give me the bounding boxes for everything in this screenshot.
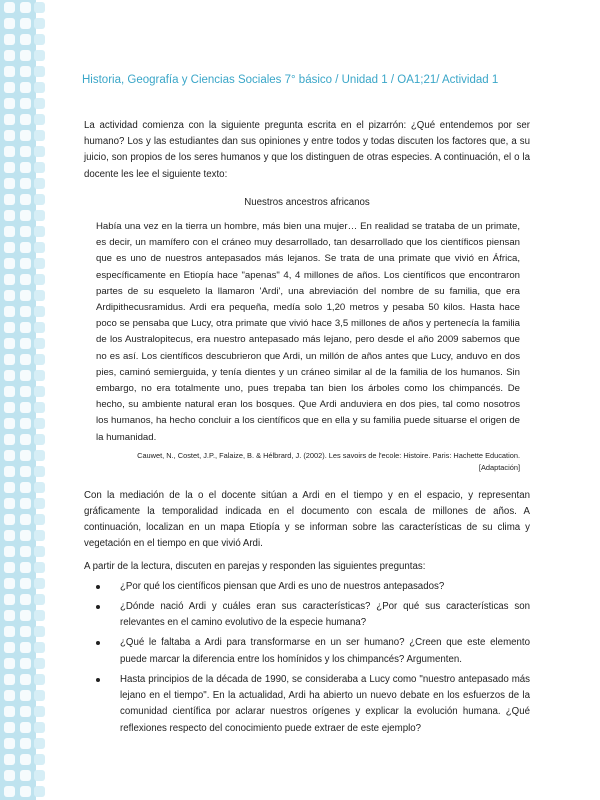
bullet-icon (96, 641, 100, 645)
pattern-square (4, 18, 15, 29)
pattern-square (34, 130, 45, 141)
pattern-square (4, 162, 15, 173)
pattern-square (34, 66, 45, 77)
pattern-square (20, 66, 31, 77)
pattern-square (20, 418, 31, 429)
question-text: ¿Dónde nació Ardi y cuáles eran sus características? ¿Por qué sus características son relevantes en el camino evolutivo de la especie humana? (120, 601, 530, 629)
citation-adaptation: [Adaptación] (478, 462, 520, 472)
pattern-square (20, 530, 31, 541)
pattern-square (4, 34, 15, 45)
after-reading-paragraph: Con la mediación de la o el docente sitúan a Ardi en el tiempo y en el espacio, y representan gráficamente la temporalidad indicada en el documento con escala de millones de años. A continuación, localizan en un mapa Etiopía y se informan sobre las características de su clima y vegetación en el tiempo en que vivió Ardi. (84, 489, 530, 550)
breadcrumb: Historia, Geografía y Ciencias Sociales 7° básico / Unidad 1 / OA1;21/ Actividad 1 (82, 74, 499, 86)
pattern-square (20, 194, 31, 205)
story-text: Había una vez en la tierra un hombre, más bien una mujer… En realidad se trataba de un primate, es decir, un mamífero con el cráneo muy desarrollado, tan desarrollado que los científicos piensan que es uno de nuestros antepasados más lejanos. Se trata de una primate que vivió en África, específicamente en Etiopía hace "apenas" 4, 4 millones de años. Los científicos que encontraron partes de su esqueleto la llamaron 'Ardi', una abreviación del nombre de su familia, que era Ardipithecusramidus. Ardi era pequeña, medía solo 1,20 metros y pesaba 50 kilos. Hasta hace poco se pensaba que Lucy, otra primate que vivió hace 3,5 millones de años y pertenecía la familia de los Australopitecus, era nuestro antepasado más lejano, pero desde el año 2009 sabemos que no es así. Los científicos descubrieron que Ardi, un millón de años antes que Lucy, anduvo en dos pies, caminó semierguida, y tenía dientes y un cráneo similar al de la familia de los humanos. Sin embargo, no era totalmente uno, pues trepaba tan bien los árboles como los chimpancés. De hecho, su ambiente natural eran los bosques. Que Ardi anduviera en dos pies, tal como nosotros los humanos, ha hecho concluir a los científicos que en ella y su familia puede situarse el origen de la humanidad. (96, 221, 520, 443)
pattern-square (34, 274, 45, 285)
pattern-square (20, 498, 31, 509)
pattern-square (34, 690, 45, 701)
question-text: ¿Por qué los científicos piensan que Ardi es uno de nuestros antepasados? (120, 580, 445, 592)
intro-paragraph: La actividad comienza con la siguiente pregunta escrita en el pizarrón: ¿Qué entendemos por ser humano? Los y las estudiantes dan sus opiniones y entre todos y todas discuten los factores que, a su juicio, son propios de los seres humanos y que los distinguen de otras especies. A continuación, el o la docente les lee el siguiente texto: (84, 120, 530, 180)
pattern-square (34, 194, 45, 205)
pattern-square (4, 194, 15, 205)
pattern-square (4, 610, 15, 621)
pattern-square (20, 210, 31, 221)
question-item (84, 672, 530, 737)
pattern-square (4, 658, 15, 669)
pattern-square (4, 386, 15, 397)
pattern-square (20, 402, 31, 413)
pattern-square (4, 226, 15, 237)
pattern-square (4, 546, 15, 557)
pattern-square (20, 2, 31, 13)
pattern-square (4, 50, 15, 61)
pattern-square (34, 162, 45, 173)
citation-reference: Cauwet, N., Costet, J.P., Falaize, B. & Hélbrard, J. (2002). Les savoirs de l'ecole: Histoire. Paris: Hachette Education. (137, 450, 520, 460)
pattern-square (4, 722, 15, 733)
pattern-square (20, 162, 31, 173)
pattern-square (4, 578, 15, 589)
pattern-square (4, 738, 15, 749)
pattern-square (20, 178, 31, 189)
pattern-square (4, 418, 15, 429)
pattern-square (34, 178, 45, 189)
bullet-icon (96, 678, 100, 682)
pattern-square (34, 530, 45, 541)
pattern-square (4, 274, 15, 285)
pattern-square (34, 2, 45, 13)
pattern-square (4, 594, 15, 605)
bullet-icon (96, 585, 100, 589)
pattern-square (4, 114, 15, 125)
questions-intro: A partir de la lectura, discuten en parejas y responden las siguientes preguntas: (84, 560, 426, 572)
pattern-square (20, 466, 31, 477)
story-title: Nuestros ancestros africanos (244, 196, 370, 208)
pattern-square (20, 690, 31, 701)
pattern-square (4, 706, 15, 717)
pattern-square (34, 50, 45, 61)
pattern-square (34, 546, 45, 557)
pattern-square (4, 82, 15, 93)
pattern-square (34, 674, 45, 685)
pattern-square (20, 450, 31, 461)
pattern-square (20, 546, 31, 557)
pattern-square (20, 290, 31, 301)
pattern-square (34, 642, 45, 653)
pattern-square (20, 130, 31, 141)
pattern-square (4, 466, 15, 477)
pattern-square (20, 354, 31, 365)
pattern-square (4, 242, 15, 253)
pattern-square (20, 754, 31, 765)
pattern-square (20, 706, 31, 717)
pattern-square (20, 738, 31, 749)
pattern-square (4, 130, 15, 141)
pattern-square (34, 338, 45, 349)
activity-content (84, 118, 530, 741)
pattern-square (4, 146, 15, 157)
question-item (84, 579, 530, 595)
decorative-dot-pattern (0, 0, 46, 800)
pattern-square (4, 258, 15, 269)
pattern-square (34, 610, 45, 621)
pattern-square (34, 786, 45, 797)
pattern-square (20, 258, 31, 269)
pattern-square (20, 642, 31, 653)
pattern-square (4, 370, 15, 381)
pattern-square (20, 482, 31, 493)
pattern-square (34, 354, 45, 365)
pattern-square (34, 258, 45, 269)
pattern-square (20, 226, 31, 237)
pattern-square (34, 18, 45, 29)
pattern-square (34, 370, 45, 381)
pattern-square (20, 562, 31, 573)
pattern-square (34, 626, 45, 637)
pattern-square (4, 786, 15, 797)
pattern-square (4, 642, 15, 653)
question-text: ¿Qué le faltaba a Ardi para transformarse en un ser humano? ¿Creen que este elemento puede marcar la diferencia entre los homínidos y los chimpancés? Argumenten. (120, 637, 530, 665)
pattern-square (4, 306, 15, 317)
pattern-square (34, 562, 45, 573)
pattern-square (20, 578, 31, 589)
pattern-square (34, 98, 45, 109)
pattern-square (20, 274, 31, 285)
pattern-square (20, 786, 31, 797)
pattern-square (34, 418, 45, 429)
pattern-square (34, 450, 45, 461)
pattern-square (34, 754, 45, 765)
pattern-square (4, 338, 15, 349)
pattern-square (20, 370, 31, 381)
question-item (84, 635, 530, 667)
pattern-square (34, 386, 45, 397)
pattern-square (4, 562, 15, 573)
pattern-square (4, 178, 15, 189)
pattern-square (34, 306, 45, 317)
pattern-square (20, 242, 31, 253)
pattern-square (20, 114, 31, 125)
pattern-square (4, 770, 15, 781)
question-text: Hasta principios de la década de 1990, se consideraba a Lucy como "nuestro antepasado más lejano en el tiempo". En la actualidad, Ardi ha abierto un nuevo debate en los esfuerzos de la comunidad científica por aclarar nuestros orígenes y explicar la evolución humana. ¿Qué reflexiones respecto del conocimiento puede extraer de este ejemplo? (120, 673, 530, 734)
pattern-square (34, 482, 45, 493)
pattern-square (4, 290, 15, 301)
pattern-square (4, 482, 15, 493)
pattern-square (20, 82, 31, 93)
pattern-square (34, 402, 45, 413)
pattern-square (4, 402, 15, 413)
pattern-square (4, 530, 15, 541)
pattern-square (20, 434, 31, 445)
pattern-square (4, 98, 15, 109)
pattern-square (34, 498, 45, 509)
pattern-square (34, 146, 45, 157)
pattern-square (4, 754, 15, 765)
pattern-square (20, 18, 31, 29)
pattern-square (4, 66, 15, 77)
pattern-square (34, 322, 45, 333)
pattern-square (34, 226, 45, 237)
pattern-square (20, 514, 31, 525)
pattern-square (34, 706, 45, 717)
pattern-square (34, 722, 45, 733)
pattern-square (4, 2, 15, 13)
pattern-square (20, 338, 31, 349)
pattern-square (20, 770, 31, 781)
pattern-square (4, 354, 15, 365)
pattern-square (34, 658, 45, 669)
pattern-square (4, 450, 15, 461)
pattern-square (34, 290, 45, 301)
pattern-square (20, 34, 31, 45)
pattern-square (4, 690, 15, 701)
pattern-square (20, 626, 31, 637)
pattern-square (20, 658, 31, 669)
pattern-square (34, 770, 45, 781)
pattern-square (34, 434, 45, 445)
pattern-square (34, 82, 45, 93)
pattern-square (20, 306, 31, 317)
pattern-square (4, 514, 15, 525)
pattern-square (34, 34, 45, 45)
pattern-square (4, 626, 15, 637)
pattern-square (20, 98, 31, 109)
pattern-square (20, 322, 31, 333)
pattern-square (34, 210, 45, 221)
pattern-square (34, 594, 45, 605)
citation (84, 450, 520, 474)
pattern-square (20, 594, 31, 605)
bullet-icon (96, 605, 100, 609)
pattern-square (20, 610, 31, 621)
pattern-square (34, 114, 45, 125)
pattern-square (4, 674, 15, 685)
pattern-square (20, 146, 31, 157)
pattern-square (34, 514, 45, 525)
pattern-square (34, 578, 45, 589)
question-list (84, 579, 530, 737)
pattern-square (20, 722, 31, 733)
pattern-square (34, 738, 45, 749)
pattern-square (20, 674, 31, 685)
pattern-square (4, 322, 15, 333)
pattern-square (34, 466, 45, 477)
pattern-square (4, 210, 15, 221)
pattern-square (20, 386, 31, 397)
pattern-square (4, 498, 15, 509)
question-item (84, 599, 530, 631)
pattern-square (34, 242, 45, 253)
pattern-square (20, 50, 31, 61)
pattern-square (4, 434, 15, 445)
